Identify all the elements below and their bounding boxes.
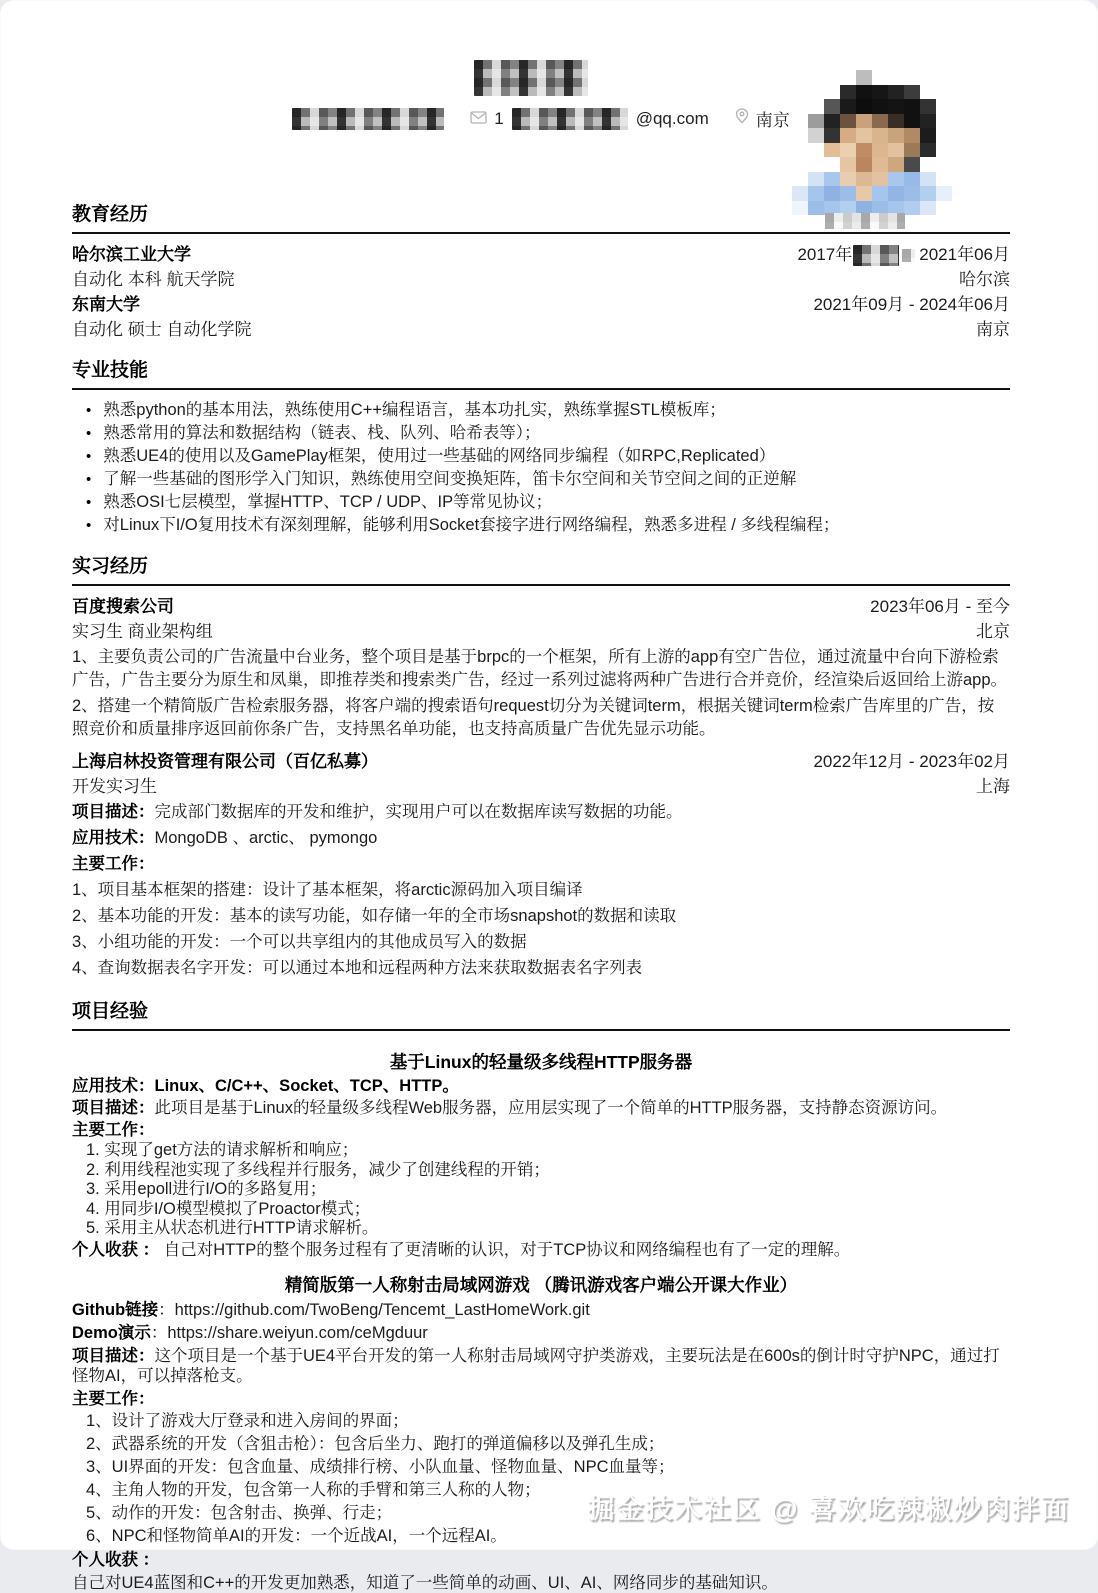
- github-url-link[interactable]: https://github.com/TwoBeng/Tencemt_LastHomeWork.git: [174, 1300, 590, 1319]
- work-item: 4、主角人物的开发，包含第一人称的手臂和第三人称的人物；: [86, 1480, 541, 1499]
- date-end: 2021年06月: [919, 245, 1010, 264]
- email-prefix: 1: [494, 108, 504, 128]
- work-item: 6、NPC和怪物简单AI的开发：一个近战AI，一个远程AI。: [86, 1526, 507, 1545]
- work-item: 4. 用同步I/O模型模拟了Proactor模式；: [86, 1199, 371, 1218]
- work-label: 主要工作：: [72, 1121, 155, 1140]
- work-item: 1、设计了游戏大厅登录和进入房间的界面；: [86, 1411, 409, 1430]
- phone-number-redacted: [292, 108, 444, 130]
- skills-title: 专业技能: [72, 355, 1010, 390]
- tech-label: 应用技术：: [72, 829, 155, 848]
- work-item: 1、项目基本框架的搭建：设计了基本框架，将arctic源码加入项目编译: [72, 881, 583, 900]
- email-domain: @qq.com: [635, 108, 709, 128]
- desc-text: 完成部门数据库的开发和维护，实现用户可以在数据库读写数据的功能。: [154, 803, 683, 822]
- skill-item: [72, 399, 1010, 422]
- date-month-redacted: [853, 245, 899, 266]
- internship-paragraph: 1、主要负责公司的广告流量中台业务，整个项目是基于brpc的一个框架，所有上游的app有空广告位，通过流量中台向下游检索广告，广告主要分为原生和凤巢，即推荐类和搜索类广告，经过一系列过滤将两种广告进行合并竞价，经渲染后返回给上游app。: [72, 648, 1008, 690]
- school-city: 哈尔滨: [959, 270, 1010, 290]
- skill-text: 了解一些基础的图形学入门知识，熟练使用空间变换矩阵，笛卡尔空间和关节空间之间的正逆解: [103, 470, 797, 489]
- demo-line: [72, 1323, 1010, 1343]
- education-entry-detail: [72, 319, 1010, 341]
- internship-paragraph: 2、搭建一个精简版广告检索服务器，将客户端的搜索语句request切分为关键词term，根据关键词term检索广告库里的广告，按照竞价和质量排序返回前你条广告，支持黑名单功能，也支持高质量广告优先显示功能。: [72, 697, 995, 739]
- internship-title: 实习经历: [72, 551, 1010, 586]
- project-desc-line: [72, 1346, 1010, 1386]
- education-title: 教育经历: [72, 199, 1010, 234]
- colon: ：: [158, 1300, 175, 1319]
- gain-label: 个人收获 ：: [72, 1240, 160, 1259]
- education-date: [797, 244, 1010, 266]
- skill-item: [72, 491, 1010, 514]
- redaction-patch: [825, 213, 905, 229]
- desc-text: 此项目是基于Linux的轻量级多线程Web服务器，应用层实现了一个简单的HTTP服务器，支持静态资源访问。: [154, 1099, 948, 1118]
- section-education: [72, 199, 1010, 341]
- internship-date: 2023年06月 - 至今: [870, 597, 1010, 617]
- major-degree: 自动化 硕士 自动化学院: [72, 320, 252, 340]
- work-item: 2、基本功能的开发：基本的读写功能，如存储一年的全市场snapshot的数据和读取: [72, 907, 677, 926]
- gain-text: 自己对UE4蓝图和C++的开发更加熟悉，知道了一些简单的动画、UI、AI、网络同步的基础知识。: [72, 1573, 778, 1592]
- work-item: 3、小组功能的开发：一个可以共享组内的其他成员写入的数据: [72, 933, 527, 952]
- location-pin-icon: [735, 108, 749, 129]
- skill-text: 熟悉UE4的使用以及GamePlay框架，使用过一些基础的网络同步编程（如RPC,Replicated）: [103, 447, 776, 466]
- bullet-icon: •: [86, 402, 92, 420]
- work-label: 主要工作：: [72, 855, 155, 874]
- bullet-icon: •: [86, 471, 92, 489]
- company-city: 北京: [976, 622, 1010, 642]
- phone-item: [292, 108, 444, 130]
- skill-item: [72, 445, 1010, 468]
- desc-label: 项目描述：: [72, 803, 155, 822]
- profile-photo: [792, 70, 952, 215]
- school-name: 东南大学: [72, 295, 140, 315]
- tech-line: [72, 827, 1010, 850]
- work-item: 2. 利用线程池实现了多线程并行服务，减少了创建线程的开销；: [86, 1160, 550, 1179]
- date-dash-redacted: [902, 249, 915, 262]
- education-date: 2021年09月 - 2024年06月: [813, 295, 1010, 315]
- location-item: [735, 106, 790, 131]
- date-start: 2017年: [797, 245, 853, 264]
- work-item: 4、查询数据表名字开发：可以通过本地和远程两种方法来获取数据表名字列表: [72, 959, 643, 978]
- internship-date: 2022年12月 - 2023年02月: [813, 752, 1010, 772]
- bullet-icon: •: [86, 517, 92, 535]
- work-item: 2、武器系统的开发（含狙击枪）：包含后坐力、跑打的弹道偏移以及弹孔生成；: [86, 1434, 665, 1453]
- email-item: [470, 108, 708, 130]
- work-label: 主要工作：: [72, 1389, 155, 1408]
- school-name: 哈尔滨工业大学: [72, 245, 191, 264]
- skill-item: [72, 422, 1010, 445]
- github-label: Github链接: [72, 1300, 159, 1319]
- watermark: 掘金技术社区 @ 喜欢吃辣椒炒肉拌面: [587, 1494, 1070, 1524]
- bullet-icon: •: [86, 448, 92, 466]
- mail-icon: [470, 109, 487, 129]
- section-internship: [72, 551, 1010, 980]
- role-title: 实习生 商业架构组: [72, 622, 213, 642]
- internship-entry-subheader: [72, 776, 1010, 798]
- company-name: 百度搜索公司: [72, 597, 174, 617]
- internship-entry-header: [72, 596, 1010, 618]
- education-entry: [72, 294, 1010, 316]
- projects-title: 项目经验: [72, 996, 1010, 1031]
- candidate-name-redacted: [474, 60, 588, 96]
- internship-entry-subheader: [72, 621, 1010, 643]
- skill-item: [72, 514, 1010, 537]
- education-entry-detail: [72, 269, 1010, 291]
- role-title: 开发实习生: [72, 777, 157, 797]
- skill-text: 熟悉python的基本用法，熟练使用C++编程语言，基本功扎实，熟练掌握STL模板库；: [103, 401, 726, 420]
- bullet-icon: •: [86, 494, 92, 512]
- gain-label: 个人收获 ：: [72, 1550, 160, 1569]
- skill-text: 熟悉OSI七层模型，掌握HTTP、TCP / UDP、IP等常见协议；: [103, 493, 553, 512]
- gain-line: [72, 1241, 1010, 1260]
- work-item: 5. 采用主从状态机进行HTTP请求解析。: [86, 1219, 379, 1238]
- tech-line: 应用技术：Linux、C/C++、Socket、TCP、HTTP。: [72, 1077, 459, 1096]
- education-entry: [72, 244, 1010, 266]
- resume-header: [72, 0, 1010, 131]
- skill-item: [72, 468, 1010, 491]
- demo-url-link[interactable]: https://share.weiyun.com/ceMgduur: [167, 1323, 428, 1342]
- work-item: 3、UI界面的开发：包含血量、成绩排行榜、小队血量、怪物血量、NPC血量等；: [86, 1457, 675, 1476]
- work-list: [72, 1141, 1010, 1238]
- tech-text: MongoDB 、arctic、 pymongo: [154, 829, 378, 848]
- company-city: 上海: [976, 777, 1010, 797]
- work-item: 5、动作的开发：包含射击、换弹、行走；: [86, 1503, 393, 1522]
- section-skills: [72, 355, 1010, 537]
- email-redacted: [512, 108, 628, 130]
- company-name: 上海启林投资管理有限公司（百亿私募）: [72, 752, 378, 772]
- desc-text: 这个项目是一个基于UE4平台开发的第一人称射击局域网守护类游戏，主要玩法是在600s的倒计时守护NPC，通过打怪物AI，可以掉落枪支。: [72, 1346, 1000, 1385]
- location-text: 南京: [755, 111, 790, 130]
- internship-entry-header: [72, 751, 1010, 773]
- demo-label: Demo演示: [72, 1323, 151, 1342]
- school-city: 南京: [976, 320, 1010, 340]
- major-degree: 自动化 本科 航天学院: [72, 270, 235, 290]
- work-item: 3. 采用epoll进行I/O的多路复用；: [86, 1180, 327, 1199]
- project-desc-line: [72, 801, 1010, 824]
- github-line: [72, 1300, 1010, 1320]
- project-name: 基于Linux的轻量级多线程HTTP服务器: [389, 1052, 693, 1073]
- work-item: 1. 实现了get方法的请求解析和响应；: [86, 1141, 359, 1160]
- bullet-icon: •: [86, 425, 92, 443]
- skill-text: 对Linux下I/O复用技术有深刻理解，能够利用Socket套接字进行网络编程，熟悉多进程 / 多线程编程；: [103, 516, 840, 535]
- skills-list: [72, 399, 1010, 537]
- gain-text: 自己对HTTP的整个服务过程有了更清晰的认识，对于TCP协议和网络编程也有了一定的理解。: [163, 1240, 851, 1259]
- desc-label: 项目描述：: [72, 1099, 155, 1118]
- desc-label: 项目描述：: [72, 1346, 155, 1365]
- skill-text: 熟悉常用的算法和数据结构（链表、栈、队列、哈希表等）；: [103, 424, 541, 443]
- project-name: 精简版第一人称射击局域网游戏 （腾讯游戏客户端公开课大作业）: [284, 1274, 798, 1295]
- project-desc-line: [72, 1099, 1010, 1118]
- colon: ：: [150, 1323, 168, 1342]
